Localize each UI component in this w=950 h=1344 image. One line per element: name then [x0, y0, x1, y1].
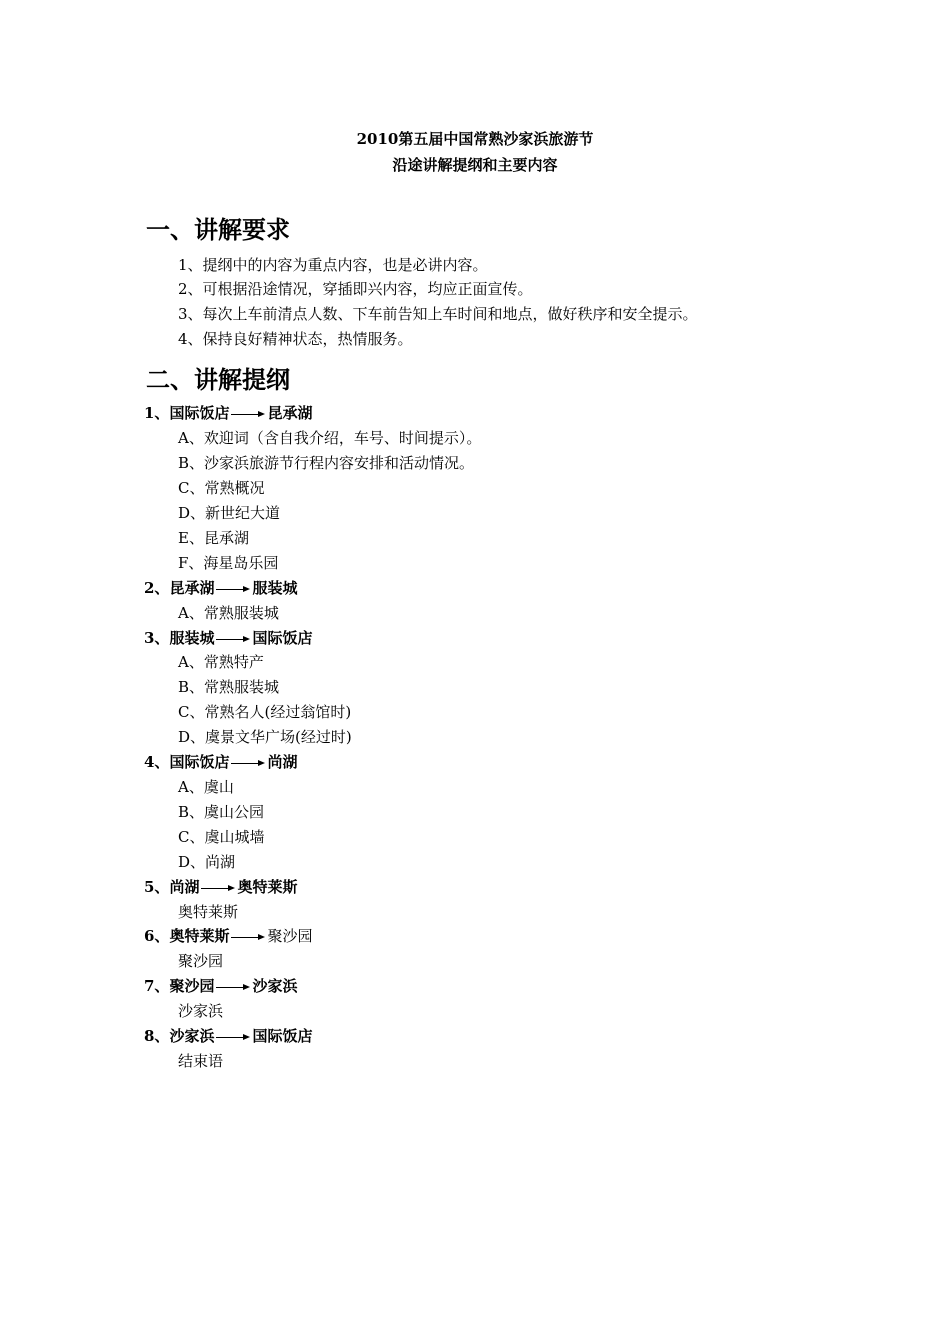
document-title: 2010第五届中国常熟沙家浜旅游节: [356, 130, 594, 148]
route-heading: [144, 751, 297, 772]
route-number: 8、: [144, 1027, 170, 1045]
route-number: 2、: [144, 579, 170, 597]
arrow-right-icon: [216, 639, 250, 640]
route-item: C、常熟概况: [178, 479, 265, 497]
arrow-right-icon: [216, 987, 250, 988]
arrow-right-icon: [231, 414, 265, 415]
route-item: B、常熟服装城: [178, 678, 280, 696]
arrow-right-icon: [201, 888, 235, 889]
route-to: 沙家浜: [252, 977, 298, 995]
route-item: F、海星岛乐园: [178, 554, 279, 572]
document-subtitle: 沿途讲解提纲和主要内容: [392, 156, 558, 174]
route-to: 奥特莱斯: [237, 878, 298, 896]
route-from: 聚沙园: [169, 977, 215, 995]
route-to: 昆承湖: [267, 404, 313, 422]
route-from: 国际饭店: [169, 404, 230, 422]
route-item: A、常熟特产: [178, 653, 264, 671]
route-item: C、常熟名人(经过翁馆时): [178, 703, 352, 721]
route-item: A、欢迎词（含自我介绍，车号、时间提示）。: [178, 429, 482, 447]
route-from: 尚湖: [169, 878, 200, 896]
route-to: 国际饭店: [252, 1027, 313, 1045]
route-heading: [144, 577, 297, 598]
section-heading-outline: 二、讲解提纲: [146, 365, 290, 394]
route-item: C、虞山城墙: [178, 828, 265, 846]
section-heading-requirements: 一、讲解要求: [146, 215, 290, 244]
route-number: 3、: [144, 629, 170, 647]
route-from: 沙家浜: [169, 1027, 215, 1045]
requirement-item: 1、提纲中的内容为重点内容，也是必讲内容。: [178, 256, 488, 274]
route-item: 奥特莱斯: [178, 903, 239, 921]
route-item: 聚沙园: [178, 952, 224, 970]
route-number: 6、: [144, 927, 170, 945]
route-heading: [144, 402, 312, 423]
route-from: 昆承湖: [169, 579, 215, 597]
requirement-item: 2、可根据沿途情况，穿插即兴内容，均应正面宣传。: [178, 280, 533, 298]
route-item: A、常熟服装城: [178, 604, 279, 622]
route-from: 国际饭店: [169, 753, 230, 771]
route-item: 结束语: [178, 1052, 224, 1070]
route-number: 4、: [144, 753, 170, 771]
route-number: 7、: [144, 977, 170, 995]
route-heading: [144, 876, 297, 897]
route-item: D、尚湖: [178, 853, 236, 871]
requirement-item: 3、每次上车前清点人数、下车前告知上车时间和地点，做好秩序和安全提示。: [178, 305, 698, 323]
route-number: 1、: [144, 404, 170, 422]
route-item: D、新世纪大道: [178, 504, 281, 522]
route-heading: [144, 627, 312, 648]
route-from: 服装城: [169, 629, 215, 647]
arrow-right-icon: [216, 589, 250, 590]
route-heading: [144, 925, 312, 946]
arrow-right-icon: [216, 1037, 250, 1038]
route-item: B、沙家浜旅游节行程内容安排和活动情况。: [178, 454, 475, 472]
route-item: B、虞山公园: [178, 803, 265, 821]
route-from: 奥特莱斯: [169, 927, 230, 945]
route-heading: [144, 1025, 312, 1046]
arrow-right-icon: [231, 763, 265, 764]
arrow-right-icon: [231, 937, 265, 938]
route-heading: [144, 975, 297, 996]
route-item: E、昆承湖: [178, 529, 249, 547]
route-to: 聚沙园: [267, 927, 313, 945]
route-to: 尚湖: [267, 753, 298, 771]
route-item: A、虞山: [178, 778, 234, 796]
route-to: 服装城: [252, 579, 298, 597]
requirement-item: 4、保持良好精神状态，热情服务。: [178, 330, 413, 348]
route-to: 国际饭店: [252, 629, 313, 647]
route-item: D、虞景文华广场(经过时): [178, 728, 352, 746]
route-number: 5、: [144, 878, 170, 896]
route-item: 沙家浜: [178, 1002, 224, 1020]
